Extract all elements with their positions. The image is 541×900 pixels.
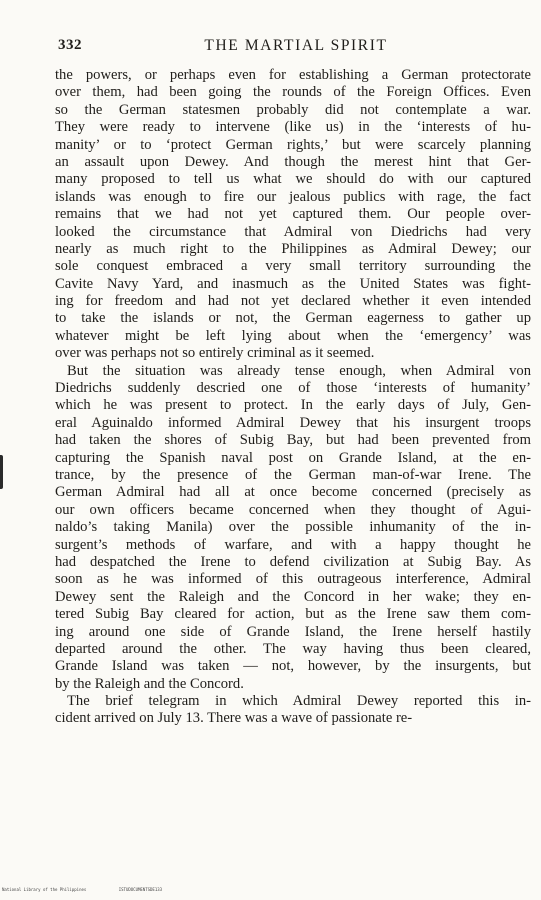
text-line: Grande Island was taken — not, however, by the insurgents, but xyxy=(55,658,531,675)
text-line: soon as he was informed of this outrageous interference, Admiral xyxy=(55,571,531,588)
text-line: naldo’s taking Manila) over the possible inhumanity of the in- xyxy=(55,519,531,536)
text-line: had despatched the Irene to defend civilization at Subig Bay. As xyxy=(55,553,531,570)
paragraph xyxy=(55,693,531,728)
text-line: to take the islands or not, the German eagerness to gather up xyxy=(55,310,531,327)
paragraph xyxy=(55,363,531,693)
text-line: German Admiral had all at once become concerned (precisely as xyxy=(55,484,531,501)
text-line: sole conquest embraced a very small territory surrounding the xyxy=(55,258,531,275)
text-line: Diedrichs suddenly descried one of those ‘interests of humanity’ xyxy=(55,380,531,397)
text-line: over was perhaps not so entirely criminal as it seemed. xyxy=(55,345,375,362)
text-line: ing around one side of Grande Island, the Irene herself hastily xyxy=(55,623,531,640)
text-line: by the Raleigh and the Concord. xyxy=(55,675,244,692)
text-line: many proposed to tell us what we should do with our captured xyxy=(55,171,531,188)
text-line: ing for freedom and had not yet declared whether it even intended xyxy=(55,293,531,310)
paragraph xyxy=(55,67,531,363)
body-text xyxy=(55,67,531,728)
text-line: an assault upon Dewey. And though the merest hint that Ger- xyxy=(55,153,531,170)
text-line: cident arrived on July 13. There was a wave of passionate re- xyxy=(55,710,413,727)
text-line: looked the circumstance that Admiral von Diedrichs had very xyxy=(55,223,531,240)
text-line: capturing the Spanish naval post on Grande Island, at the en- xyxy=(55,449,531,466)
text-line: whatever might be left lying about when the ‘emergency’ was xyxy=(55,327,531,344)
footer-identifier: ISTUDOCUMENTSDE133 xyxy=(118,887,163,892)
text-line: the powers, or perhaps even for establishing a German protectorate xyxy=(55,67,531,83)
text-line: over them, had been going the rounds of the Foreign Offices. Even xyxy=(55,84,531,101)
text-line: which he was present to protect. In the early days of July, Gen- xyxy=(55,397,531,414)
text-line: departed around the other. The way having thus been cleared, xyxy=(55,640,531,657)
text-line: so the German statesmen probably did not contemplate a war. xyxy=(55,101,531,118)
page-header xyxy=(58,37,488,57)
page-number: 332 xyxy=(58,37,82,53)
text-line: manity’ or to ‘protect German rights,’ but were scarcely planning xyxy=(55,136,531,153)
text-line: Cavite Navy Yard, and inasmuch as the United States was fight- xyxy=(55,275,531,292)
text-line: islands was enough to fire our jealous publics with rage, the fact xyxy=(55,188,531,205)
text-line: surgent’s methods of warfare, and with a happy thought he xyxy=(55,536,531,553)
text-line: They were ready to intervene (like us) in the ‘interests of hu- xyxy=(55,119,531,136)
text-line: The brief telegram in which Admiral Dewey reported this in- xyxy=(67,693,531,710)
text-line: had taken the shores of Subig Bay, but had been prevented from xyxy=(55,432,531,449)
binding-edge-mark xyxy=(0,455,3,489)
text-line: our own officers became concerned when they thought of Agui- xyxy=(55,501,531,518)
text-line: eral Aguinaldo informed Admiral Dewey that his insurgent troops xyxy=(55,414,531,431)
text-line: nearly as much right to the Philippines as Admiral Dewey; our xyxy=(55,240,531,257)
text-line: But the situation was already tense enough, when Admiral von xyxy=(67,362,531,379)
footer-library: National Library of the Philippines xyxy=(2,887,87,892)
text-line: trance, by the presence of the German man-of-war Irene. The xyxy=(55,466,531,483)
scan-footer xyxy=(2,887,162,892)
text-line: remains that we had not yet captured them. Our people over- xyxy=(55,206,531,223)
running-head: THE MARTIAL SPIRIT xyxy=(204,37,388,54)
text-line: Dewey sent the Raleigh and the Concord in her wake; they en- xyxy=(55,588,531,605)
text-line: tered Subig Bay cleared for action, but as the Irene saw them com- xyxy=(55,606,531,623)
